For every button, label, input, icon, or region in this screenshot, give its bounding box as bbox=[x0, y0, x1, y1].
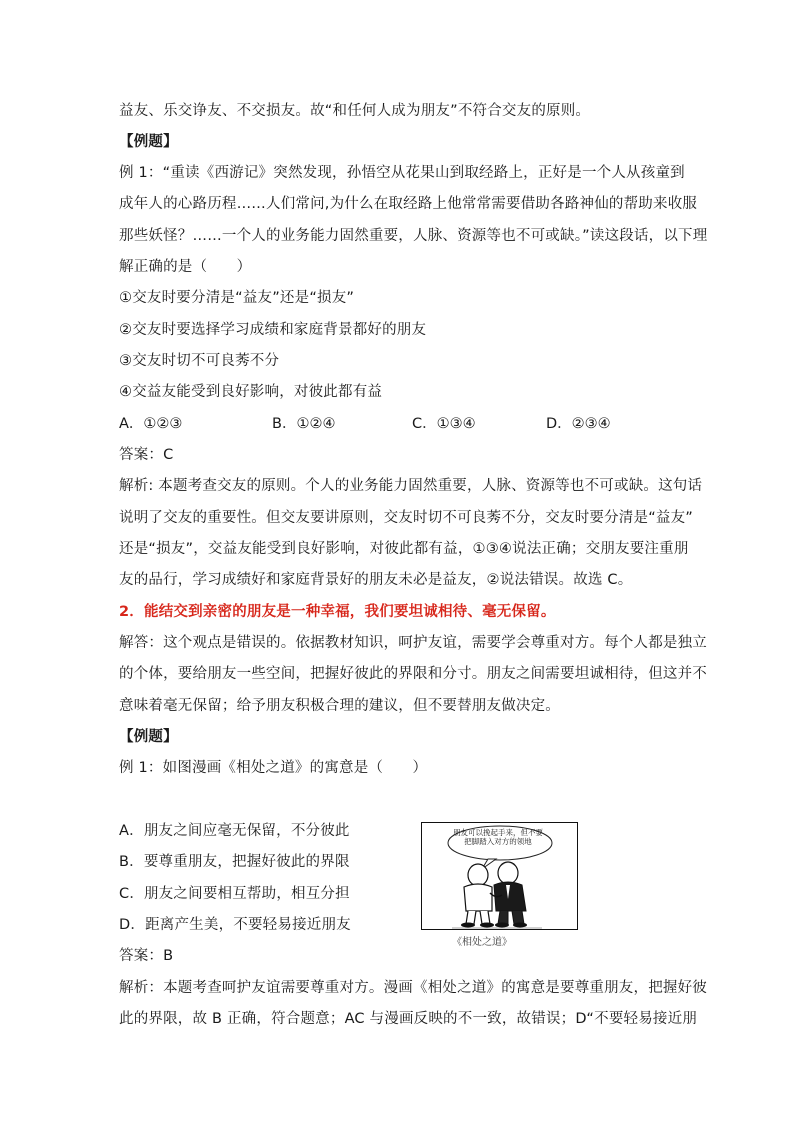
solution-line: 的个体，要给朋友一些空间，把握好彼此的界限和分寸。朋友之间需要坦诚相待，但这并不 bbox=[119, 666, 707, 682]
choice-d: D．距离产生美，不要轻易接近朋友 bbox=[119, 917, 351, 933]
figure-caption: 《相处之道》 bbox=[452, 937, 512, 948]
statement-item: ②交友时要选择学习成绩和家庭背景都好的朋友 bbox=[119, 322, 427, 338]
speech-bubble-text: 朋友可以挽起手来，但不要把脚踏入对方的领地 bbox=[453, 828, 543, 846]
answer-line: 答案：B bbox=[119, 948, 174, 964]
choice-b: B．要尊重朋友，把握好彼此的界限 bbox=[119, 854, 350, 870]
cartoon-figure bbox=[421, 822, 578, 930]
option-a: A．①②③ bbox=[119, 416, 183, 432]
analysis-line: 解析：本题考查呵护友谊需要尊重对方。漫画《相处之道》的寓意是要尊重朋友，把握好彼 bbox=[119, 980, 707, 996]
example-heading: 【例题】 bbox=[119, 134, 178, 150]
solution-line: 解答：这个观点是错误的。依据教材知识，呵护友谊，需要学会尊重对方。每个人都是独立 bbox=[119, 635, 707, 651]
analysis-line: 友的品行，学习成绩好和家庭背景好的朋友未必是益友，②说法错误。故选 C。 bbox=[119, 572, 633, 588]
answer-line: 答案：C bbox=[119, 447, 174, 463]
analysis-line: 此的界限，故 B 正确，符合题意；AC 与漫画反映的不一致，故错误；D“不要轻易接近朋 bbox=[119, 1011, 698, 1027]
option-c: C．①③④ bbox=[412, 416, 476, 432]
question-stem-line: 那些妖怪？……一个人的业务能力固然重要，人脉、资源等也不可或缺。”读这段话，以下理 bbox=[119, 228, 708, 244]
statement-item: ③交友时切不可良莠不分 bbox=[119, 353, 280, 369]
example-heading: 【例题】 bbox=[119, 729, 178, 745]
question-stem-line: 成年人的心路历程……人们常问,为什么在取经路上他常常需要借助各路神仙的帮助来收服 bbox=[119, 196, 698, 212]
statement-item: ④交益友能受到良好影响，对彼此都有益 bbox=[119, 384, 383, 400]
question-stem-line: 例 1：如图漫画《相处之道》的寓意是（ ） bbox=[119, 760, 428, 776]
analysis-line: 说明了交友的重要性。但交友要讲原则，交友时切不可良莠不分，交友时要分清是“益友” bbox=[119, 510, 694, 526]
solution-line: 意味着毫无保留；给予朋友积极合理的建议，但不要替朋友做决定。 bbox=[119, 698, 560, 714]
question-stem-line: 例 1：“重读《西游记》突然发现，孙悟空从花果山到取经路上，正好是一个人从孩童到 bbox=[119, 165, 685, 181]
paragraph-line: 益友、乐交诤友、不交损友。故“和任何人成为朋友”不符合交友的原则。 bbox=[119, 103, 591, 119]
option-b: B．①②④ bbox=[272, 416, 336, 432]
choice-a: A．朋友之间应毫无保留，不分彼此 bbox=[119, 823, 350, 839]
analysis-line: 还是“损友”，交益友能受到良好影响，对彼此都有益，①③④说法正确；交朋友要注重朋 bbox=[119, 541, 689, 557]
analysis-line: 解析: 本题考查交友的原则。个人的业务能力固然重要，人脉、资源等也不可或缺。这句话 bbox=[119, 478, 703, 494]
statement-item: ①交友时要分清是“益友”还是“损友” bbox=[119, 290, 355, 306]
option-d: D．②③④ bbox=[546, 416, 611, 432]
choice-c: C．朋友之间要相互帮助，相互分担 bbox=[119, 886, 350, 902]
key-point-heading: 2．能结交到亲密的朋友是一种幸福，我们要坦诚相待、毫无保留。 bbox=[119, 604, 556, 620]
question-stem-line: 解正确的是（ ） bbox=[119, 259, 252, 275]
